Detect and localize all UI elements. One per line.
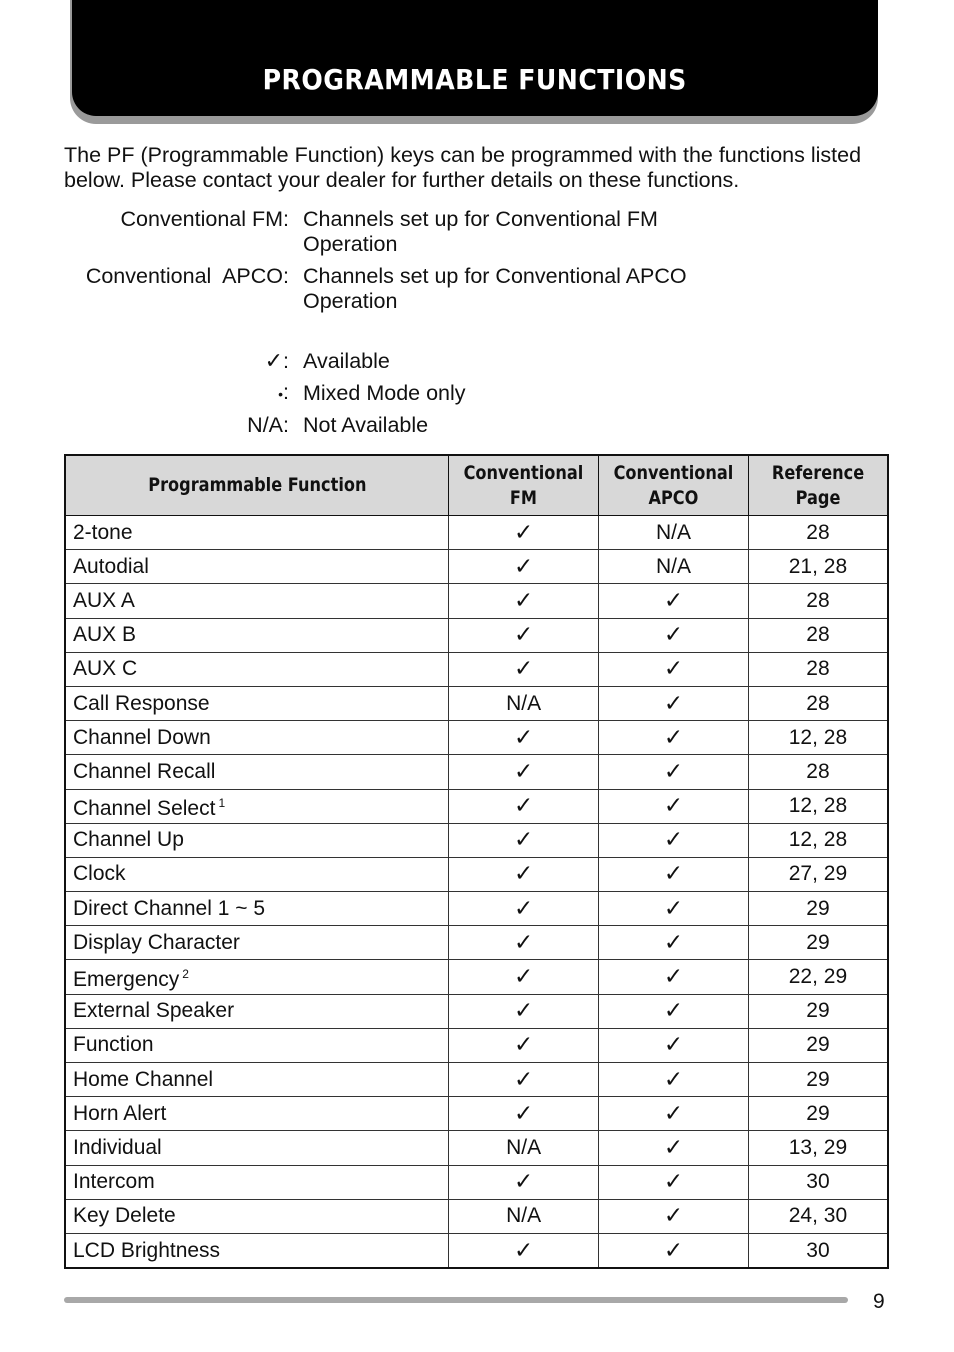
cell-conventional-fm: N/A (449, 686, 599, 720)
definition-term: Conventional FM: (120, 207, 289, 231)
cell-conventional-apco-check-icon: ✓ (599, 1199, 749, 1233)
cell-reference-page: 28 (748, 516, 888, 550)
cell-reference-page: 12, 28 (748, 721, 888, 755)
definition-item (0, 264, 954, 314)
legend-colon: : (283, 348, 289, 373)
cell-conventional-fm-check-icon: ✓ (449, 789, 599, 823)
footer-rule (64, 1297, 848, 1303)
column-header-function: Programmable Function (65, 455, 449, 516)
column-header-conventional-fm: Conventional FM (449, 455, 599, 516)
cell-function (65, 1165, 449, 1199)
cell-function (65, 1131, 449, 1165)
table-row (65, 857, 888, 891)
cell-function (65, 721, 449, 755)
cell-conventional-apco-check-icon: ✓ (599, 755, 749, 789)
cell-conventional-apco-check-icon: ✓ (599, 1165, 749, 1199)
cell-function (65, 755, 449, 789)
table-row (65, 686, 888, 720)
legend-description: Mixed Mode only (303, 380, 466, 405)
cell-function (65, 652, 449, 686)
function-name: LCD Brightness (73, 1238, 221, 1262)
cell-reference-page: 13, 29 (748, 1131, 888, 1165)
definition-description: Channels set up for Conventional FM Operation (303, 207, 658, 256)
cell-function (65, 516, 449, 550)
function-name: Direct Channel 1 ~ 5 (73, 896, 266, 920)
function-name: Intercom (73, 1170, 155, 1194)
table-row (65, 1097, 888, 1131)
column-header-conventional-apco: Conventional APCO (599, 455, 749, 516)
cell-conventional-fm-check-icon: ✓ (449, 823, 599, 857)
function-name: Horn Alert (73, 1101, 167, 1125)
legend-item (0, 409, 954, 441)
function-name: Clock (73, 862, 126, 886)
table-row (65, 1233, 888, 1268)
cell-conventional-apco-check-icon: ✓ (599, 652, 749, 686)
function-name: AUX A (73, 588, 135, 612)
definition-description: Channels set up for Conventional APCO Operation (303, 264, 687, 313)
cell-conventional-apco-check-icon: ✓ (599, 892, 749, 926)
cell-reference-page: 29 (748, 1063, 888, 1097)
bullet-icon: • (278, 385, 284, 402)
legend-description: Not Available (303, 412, 429, 437)
cell-reference-page: 21, 28 (748, 550, 888, 584)
table-row (65, 584, 888, 618)
function-name: Individual (73, 1135, 162, 1159)
table-row (65, 926, 888, 960)
cell-conventional-fm-check-icon: ✓ (449, 960, 599, 994)
cell-conventional-apco-check-icon: ✓ (599, 926, 749, 960)
cell-conventional-fm-check-icon: ✓ (449, 652, 599, 686)
table-row (65, 550, 888, 584)
cell-conventional-fm-check-icon: ✓ (449, 857, 599, 891)
cell-conventional-fm-check-icon: ✓ (449, 892, 599, 926)
table-row (65, 618, 888, 652)
function-name: Home Channel (73, 1067, 214, 1091)
cell-reference-page: 28 (748, 652, 888, 686)
table-row (65, 1199, 888, 1233)
legend-item (0, 345, 954, 377)
cell-reference-page: 28 (748, 686, 888, 720)
cell-conventional-apco-check-icon: ✓ (599, 1063, 749, 1097)
cell-conventional-apco-check-icon: ✓ (599, 789, 749, 823)
cell-reference-page: 28 (748, 618, 888, 652)
cell-conventional-apco: N/A (599, 550, 749, 584)
cell-conventional-apco-check-icon: ✓ (599, 823, 749, 857)
cell-conventional-fm-check-icon: ✓ (449, 926, 599, 960)
definitions-list (0, 207, 954, 321)
table-row (65, 721, 888, 755)
legend-colon: : (283, 412, 289, 437)
table-row (65, 755, 888, 789)
cell-reference-page: 27, 29 (748, 857, 888, 891)
cell-conventional-fm-check-icon: ✓ (449, 1165, 599, 1199)
function-name: Channel Down (73, 725, 211, 749)
legend-symbol: N/A (247, 412, 284, 437)
cell-conventional-apco-check-icon: ✓ (599, 1131, 749, 1165)
table-row (65, 1063, 888, 1097)
check-mark-icon: ✓ (264, 348, 284, 374)
function-name: Key Delete (73, 1204, 176, 1228)
cell-conventional-fm-check-icon: ✓ (449, 618, 599, 652)
cell-function (65, 1063, 449, 1097)
cell-function (65, 1233, 449, 1268)
cell-function (65, 618, 449, 652)
cell-conventional-apco-check-icon: ✓ (599, 721, 749, 755)
page-title: PROGRAMMABLE FUNCTIONS (262, 63, 688, 96)
intro-paragraph: The PF (Programmable Function) keys can be programmed with the functions listed below. Please contact your dealer for further details on these functions. (64, 143, 862, 192)
symbol-legend (0, 345, 954, 441)
table-row (65, 1165, 888, 1199)
cell-conventional-fm-check-icon: ✓ (449, 550, 599, 584)
cell-conventional-apco-check-icon: ✓ (599, 584, 749, 618)
cell-conventional-fm-check-icon: ✓ (449, 1063, 599, 1097)
cell-reference-page: 29 (748, 1097, 888, 1131)
column-header-reference-page: Reference Page (748, 455, 888, 516)
function-name: 2-tone (73, 520, 133, 544)
page-number: 9 (873, 1290, 885, 1313)
cell-conventional-fm-check-icon: ✓ (449, 721, 599, 755)
cell-function (65, 1199, 449, 1233)
cell-reference-page: 12, 28 (748, 823, 888, 857)
cell-reference-page: 29 (748, 926, 888, 960)
cell-function (65, 686, 449, 720)
cell-reference-page: 24, 30 (748, 1199, 888, 1233)
cell-conventional-apco-check-icon: ✓ (599, 960, 749, 994)
cell-conventional-apco: N/A (599, 516, 749, 550)
cell-conventional-fm: N/A (449, 1131, 599, 1165)
cell-conventional-fm-check-icon: ✓ (449, 1233, 599, 1268)
footnote-marker: 1 (218, 796, 226, 811)
function-name: AUX C (73, 657, 138, 681)
cell-conventional-apco-check-icon: ✓ (599, 1233, 749, 1268)
cell-reference-page: 12, 28 (748, 789, 888, 823)
cell-function (65, 789, 449, 823)
table-row (65, 994, 888, 1028)
cell-conventional-apco-check-icon: ✓ (599, 1097, 749, 1131)
cell-function (65, 857, 449, 891)
table-row (65, 823, 888, 857)
cell-conventional-fm-check-icon: ✓ (449, 1097, 599, 1131)
cell-conventional-fm-check-icon: ✓ (449, 994, 599, 1028)
cell-conventional-fm-check-icon: ✓ (449, 1028, 599, 1062)
function-name: Display Character (73, 930, 240, 954)
cell-reference-page: 22, 29 (748, 960, 888, 994)
definition-term: Conventional APCO: (85, 264, 289, 288)
cell-conventional-apco-check-icon: ✓ (599, 618, 749, 652)
cell-function (65, 1097, 449, 1131)
cell-reference-page: 29 (748, 994, 888, 1028)
function-name: Call Response (73, 691, 210, 715)
cell-reference-page: 28 (748, 755, 888, 789)
cell-reference-page: 30 (748, 1165, 888, 1199)
legend-description: Available (303, 348, 390, 373)
function-name: Autodial (73, 554, 149, 578)
function-name: Channel Select (73, 797, 216, 821)
cell-conventional-fm-check-icon: ✓ (449, 584, 599, 618)
cell-function (65, 1028, 449, 1062)
cell-conventional-apco-check-icon: ✓ (599, 686, 749, 720)
function-name: External Speaker (73, 999, 235, 1023)
cell-conventional-fm-check-icon: ✓ (449, 755, 599, 789)
cell-conventional-apco-check-icon: ✓ (599, 1028, 749, 1062)
cell-function (65, 584, 449, 618)
cell-conventional-fm-check-icon: ✓ (449, 516, 599, 550)
cell-conventional-apco-check-icon: ✓ (599, 994, 749, 1028)
cell-function (65, 892, 449, 926)
cell-function (65, 823, 449, 857)
function-name: Function (73, 1033, 154, 1057)
table-row (65, 1028, 888, 1062)
table-body (65, 516, 888, 1269)
cell-conventional-apco-check-icon: ✓ (599, 857, 749, 891)
cell-reference-page: 29 (748, 1028, 888, 1062)
cell-reference-page: 28 (748, 584, 888, 618)
functions-table (64, 454, 889, 1269)
footnote-marker: 2 (182, 967, 189, 982)
legend-item (0, 377, 954, 409)
cell-conventional-fm: N/A (449, 1199, 599, 1233)
table-row (65, 892, 888, 926)
definition-item (0, 207, 954, 257)
table-header-row (65, 455, 888, 516)
cell-function (65, 960, 449, 994)
header-banner (72, 0, 878, 116)
function-name: Emergency (73, 968, 180, 992)
table-row (65, 516, 888, 550)
function-name: Channel Up (73, 828, 184, 852)
cell-function (65, 994, 449, 1028)
table-row (65, 789, 888, 823)
table-row (65, 652, 888, 686)
function-name: AUX B (73, 623, 137, 647)
table-row (65, 1131, 888, 1165)
cell-reference-page: 30 (748, 1233, 888, 1268)
cell-reference-page: 29 (748, 892, 888, 926)
function-name: Channel Recall (73, 759, 216, 783)
legend-colon: : (283, 379, 289, 404)
cell-function (65, 926, 449, 960)
cell-function (65, 550, 449, 584)
table-row (65, 960, 888, 994)
